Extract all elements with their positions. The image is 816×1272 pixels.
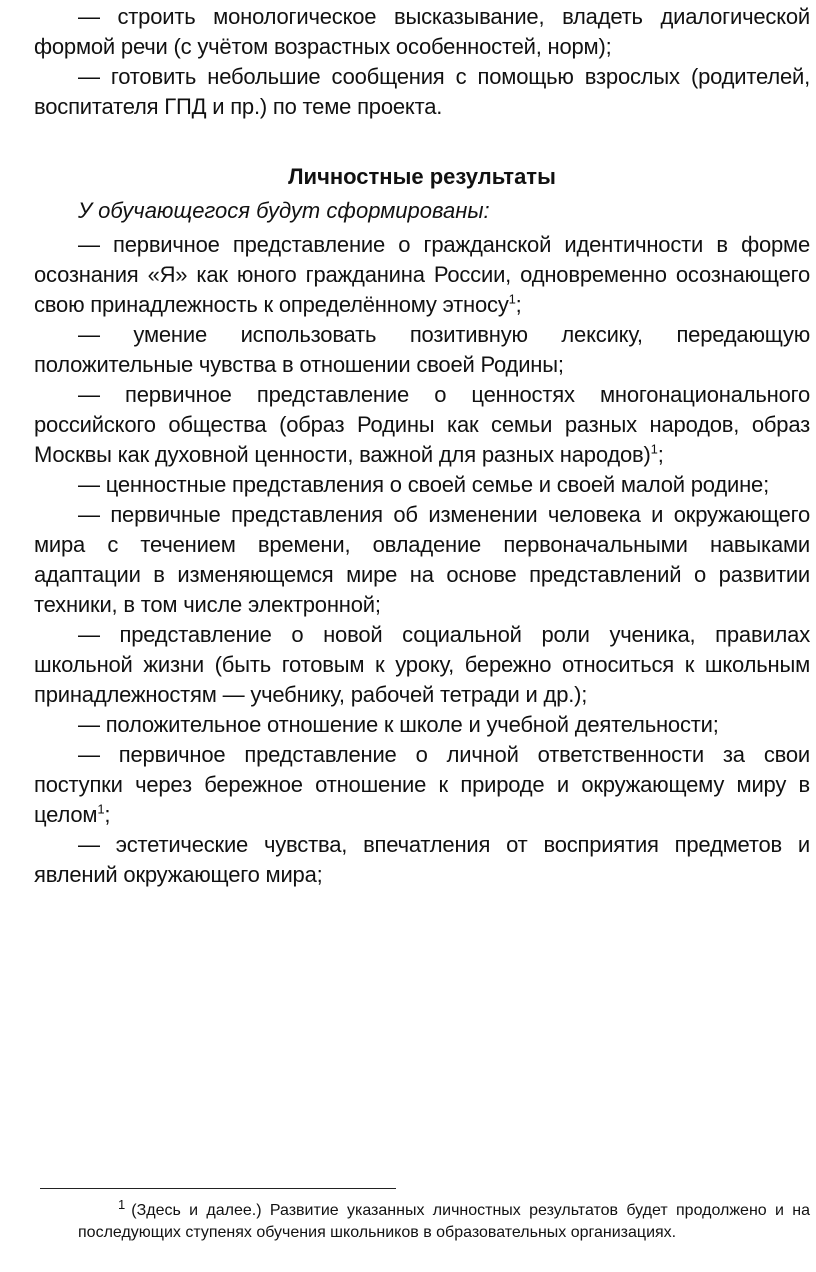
list-item: — первичные представления об изменении человека и окружающего мира с течением времени, овладение первоначальными навыками адаптации в изменяющемся мире на основе представлений о развитии техники, в том числе электронной; bbox=[34, 502, 810, 617]
footnote-ref[interactable]: 1 bbox=[97, 801, 105, 817]
list-item: — положительное отношение к школе и учебной деятельности; bbox=[78, 712, 719, 737]
document-page bbox=[34, 0, 810, 890]
list-item: — первичное представление о гражданской идентичности в форме осознания «Я» как юного гражданина России, одновременно осознающего свою принадлежность к определённому этносу$^1$; bbox=[34, 232, 810, 317]
footnote-text: (Здесь и далее.) Развитие указанных личностных результатов будет продолжено и на последующих ступенях обучения школьников в образовательных организациях. bbox=[78, 1202, 810, 1241]
footnote-ref[interactable]: 1 bbox=[508, 291, 516, 307]
list-item: — первичное представление о ценностях многонационального российского общества (образ Родины как семьи разных народов, образ Москвы как духовной ценности, важной для разных народов)$^1$; bbox=[34, 382, 810, 467]
section-intro: У обучающегося будут сформированы: bbox=[78, 198, 490, 223]
top-items bbox=[34, 2, 810, 122]
list-item: — ценностные представления о своей семье и своей малой родине; bbox=[78, 472, 769, 497]
list-item: — представление о новой социальной роли ученика, правилах школьной жизни (быть готовым к уроку, бережно относиться к школьным принадлежностям — учебнику, рабочей тетради и др.); bbox=[34, 622, 810, 707]
footnote bbox=[78, 1196, 810, 1244]
results-list bbox=[34, 230, 810, 890]
list-item: — строить монологическое высказывание, владеть диалогической формой речи (с учётом возрастных особенностей, норм); bbox=[34, 4, 810, 59]
footnote-divider bbox=[40, 1188, 396, 1189]
footnote-mark: 1 bbox=[118, 1196, 126, 1212]
footnote-ref[interactable]: 1 bbox=[650, 441, 658, 457]
section-heading: Личностные результаты bbox=[288, 164, 556, 189]
list-item: — первичное представление о личной ответственности за свои поступки через бережное отношение к природе и окружающему миру в целом$^1$; bbox=[34, 742, 810, 827]
list-item: — эстетические чувства, впечатления от восприятия предметов и явлений окружающего мира; bbox=[34, 832, 810, 887]
list-item: — умение использовать позитивную лексику, передающую положительные чувства в отношении своей Родины; bbox=[34, 322, 810, 377]
list-item: — готовить небольшие сообщения с помощью взрослых (родителей, воспитателя ГПД и пр.) по теме проекта. bbox=[34, 64, 810, 119]
